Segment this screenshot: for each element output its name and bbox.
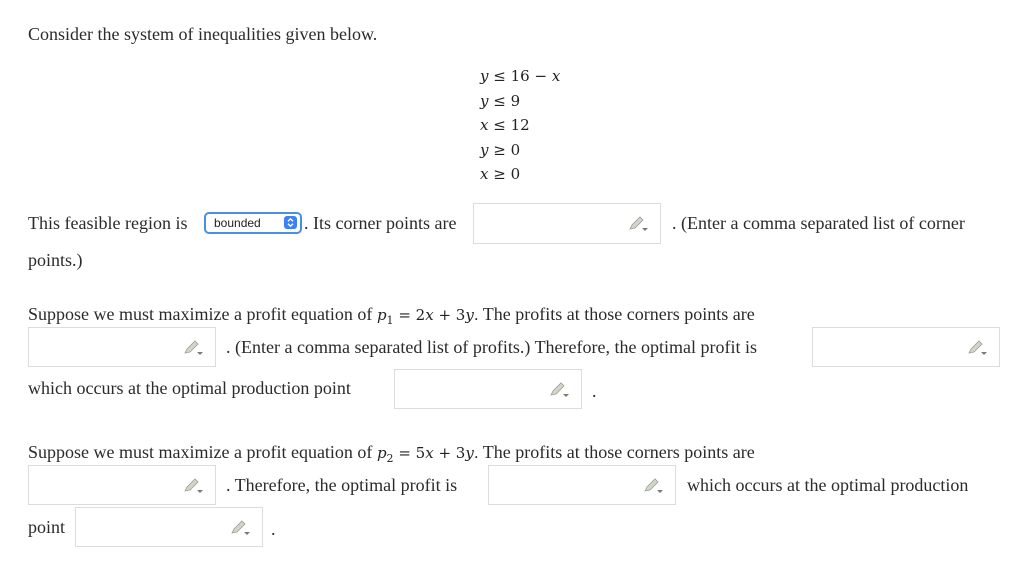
pencil-icon	[183, 478, 205, 494]
intro-text: Consider the system of inequalities given below.	[28, 24, 378, 44]
optimal-profit-1-input[interactable]	[812, 327, 1000, 367]
corner-instructions-wrap: points.)	[28, 250, 83, 270]
profits-list-2-input[interactable]	[28, 465, 216, 505]
optimal-point-1-input[interactable]	[394, 369, 582, 409]
region-suffix: . Its corner points are	[304, 213, 457, 233]
part2-line2: . Therefore, the optimal profit is	[226, 475, 458, 495]
part2-line3: point	[28, 517, 66, 537]
inequality-3: x ≤ 12	[480, 116, 530, 134]
pencil-icon	[967, 340, 989, 356]
part2-end: .	[271, 519, 276, 539]
part2-line2-suffix: which occurs at the optimal production	[687, 475, 969, 495]
region-type-value: bounded	[214, 216, 261, 230]
pencil-icon	[643, 478, 665, 494]
pencil-icon	[628, 216, 650, 232]
profit-equation-2: $p_2 = 5x + 3y$.	[376, 444, 479, 465]
part1-line1: Suppose we must maximize a profit equation of $p_1 = 2x + 3y$. The profits at those corners points are	[28, 304, 755, 327]
inequality-4: y ≥ 0	[480, 141, 521, 159]
inequality-1: y ≤ 16 − x	[480, 67, 561, 85]
region-prefix: This feasible region is	[28, 213, 188, 233]
part1-end: .	[592, 381, 597, 401]
updown-chevron-icon	[284, 216, 297, 229]
part1-line3: which occurs at the optimal production point	[28, 378, 351, 398]
inequality-5: x ≥ 0	[480, 165, 521, 183]
inequality-2: y ≤ 9	[480, 92, 521, 110]
pencil-icon	[230, 520, 252, 536]
part1-line2: . (Enter a comma separated list of profits.) Therefore, the optimal profit is	[226, 337, 757, 357]
profits-list-1-input[interactable]	[28, 327, 216, 367]
corner-points-input[interactable]	[473, 203, 661, 244]
region-type-select[interactable]	[204, 212, 302, 234]
part2-line1: Suppose we must maximize a profit equation of $p_2 = 5x + 3y$. The profits at those corners points are	[28, 442, 755, 465]
pencil-icon	[183, 340, 205, 356]
pencil-icon	[549, 382, 571, 398]
optimal-profit-2-input[interactable]	[488, 465, 676, 505]
optimal-point-2-input[interactable]	[75, 507, 263, 547]
profit-equation-1: $p_1 = 2x + 3y$.	[376, 306, 479, 327]
corner-instructions: . (Enter a comma separated list of corner	[672, 213, 965, 233]
